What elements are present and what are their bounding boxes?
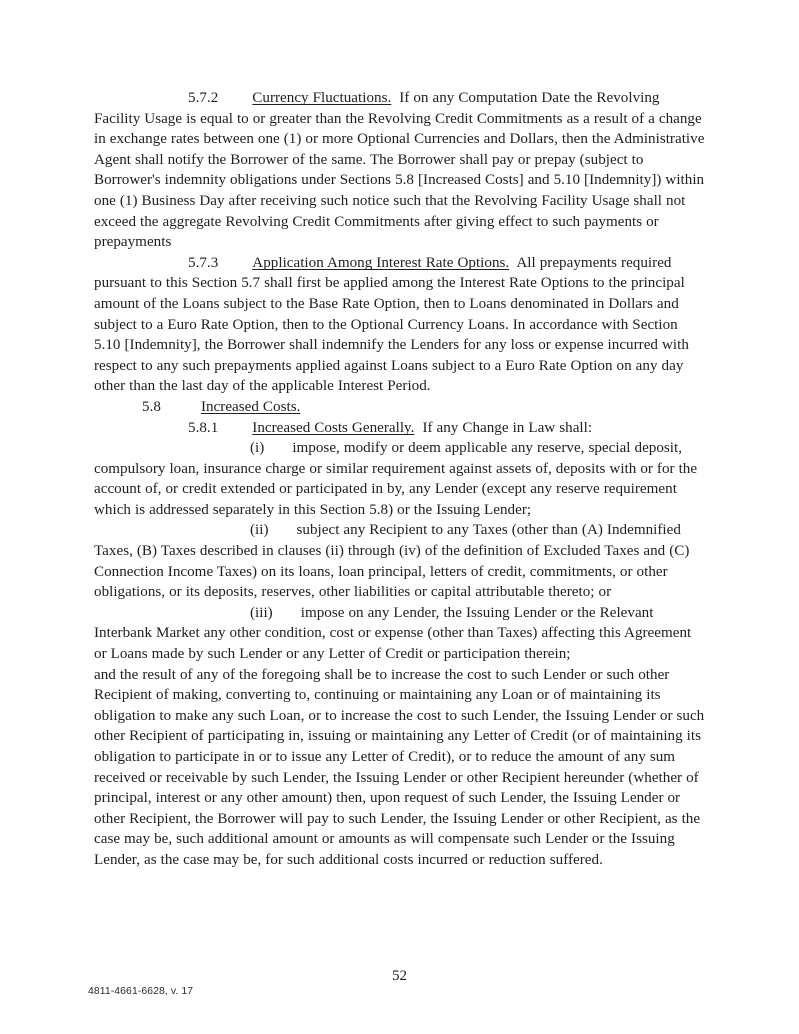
section-number: 5.8 bbox=[142, 398, 161, 415]
section-paragraph-5-7-2 bbox=[94, 88, 706, 253]
section-body-text: All prepayments required pursuant to this Section 5.7 shall first be applied among the Interest Rate Options to the principal amount of the Loans subject to the Base Rate Option, then to Loans denominated in Dollars and subject to a Euro Rate Option, then to the Optional Currency Loans. In accordance with Section 5.10 [Indemnity], the Borrower shall indemnify the Lenders for any loss or expense incurred with respect to any such prepayments applied against Loans subject to a Euro Rate Option on any day other than the last day of the applicable Interest Period. bbox=[94, 254, 689, 395]
clause-paragraph-ii bbox=[94, 520, 706, 602]
section-heading: Increased Costs Generally. bbox=[252, 419, 415, 436]
clause-label: (i) bbox=[250, 440, 265, 457]
section-number: 5.7.2 bbox=[188, 90, 219, 106]
clause-label: (ii) bbox=[250, 522, 269, 539]
section-body-text: If any Change in Law shall: bbox=[422, 419, 593, 436]
section-paragraph-5-8 bbox=[94, 397, 706, 418]
clause-paragraph-iii bbox=[94, 603, 706, 665]
page-content bbox=[94, 88, 706, 871]
clause-body-text: impose on any Lender, the Issuing Lender or the Relevant Interbank Market any other condition, cost or expense (other than Taxes) affecting this Agreement or Loans made by such Lender or any Letter of Credit or participation therein; bbox=[94, 604, 692, 663]
section-heading: Increased Costs. bbox=[200, 398, 301, 415]
section-number: 5.7.3 bbox=[188, 254, 219, 271]
section-number: 5.8.1 bbox=[188, 419, 219, 436]
clause-body-text: impose, modify or deem applicable any reserve, special deposit, compulsory loan, insurance charge or similar requirement against assets of, deposits with or for the account of, or credit extended or participated in by, any Lender (except any reserve requirement which is addressed separately in this Section 5.8) or the Issuing Lender; bbox=[94, 440, 698, 518]
clause-label: (iii) bbox=[250, 604, 273, 621]
section-paragraph-5-7-3 bbox=[94, 253, 706, 397]
section-heading: Application Among Interest Rate Options. bbox=[252, 254, 510, 271]
section-paragraph-5-8-1 bbox=[94, 418, 706, 439]
clause-paragraph-i bbox=[94, 438, 706, 520]
section-body-text: If on any Computation Date the Revolving Facility Usage is equal to or greater than the Revolving Credit Commitments as a result of a change in exchange rates between one (1) or more Optional Currencies and Dollars, then the Administrative Agent shall notify the Borrower of the same. The Borrower shall pay or prepay (subject to Borrower's indemnity obligations under Sections 5.8 [Increased Costs] and 5.10 [Indemnity]) within one (1) Business Day after receiving such notice such that the Revolving Facility Usage shall not exceed the aggregate Revolving Credit Commitments after giving effect to such payments or prepayments bbox=[94, 90, 705, 251]
section-heading: Currency Fluctuations. bbox=[252, 90, 392, 106]
clause-body-text: subject any Recipient to any Taxes (other than (A) Indemnified Taxes, (B) Taxes described in clauses (ii) through (iv) of the definition of Excluded Taxes and (C) Connection Income Taxes) on its loans, loan principal, letters of credit, commitments, or other obligations, or its deposits, reserves, other liabilities or capital attributable thereto; or bbox=[94, 522, 690, 601]
page-number: 52 bbox=[391, 968, 408, 984]
document-id-footer: 4811-4661-6628, v. 17 bbox=[88, 986, 194, 997]
closing-paragraph: and the result of any of the foregoing shall be to increase the cost to such Lender or such other Recipient of making, converting to, continuing or maintaining any Loan or of maintaining its obligation to make any such Loan, or to increase the cost to such Lender, the Issuing Lender or such other Recipient of participating in, issuing or maintaining any Letter of Credit (or of maintaining its obligation to participate in or to issue any Letter of Credit), or to reduce the amount of any sum received or receivable by such Lender, the Issuing Lender or other Recipient hereunder (whether of principal, interest or any other amount) then, upon request of such Lender, the Issuing Lender or other Recipient, the Borrower will pay to such Lender, the Issuing Lender or other Recipient, as the case may be, such additional amount or amounts as will compensate such Lender or the Issuing Lender, as the case may be, for such additional costs incurred or reduction suffered. bbox=[94, 666, 705, 868]
